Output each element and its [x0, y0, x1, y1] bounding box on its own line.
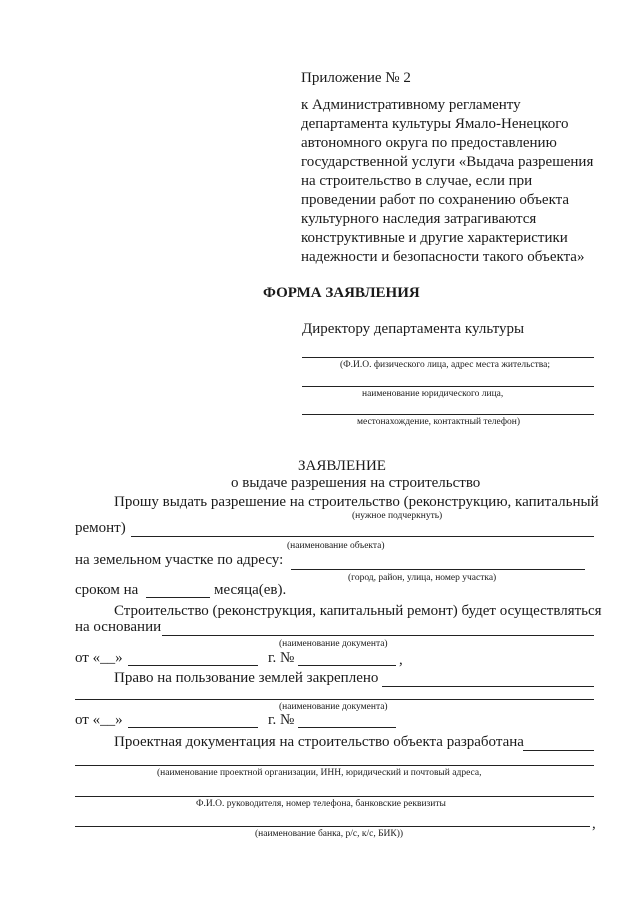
- number-line-1: [298, 665, 396, 666]
- land-right-label: Право на пользование землей закреплено: [114, 670, 379, 686]
- form-title: ФОРМА ЗАЯВЛЕНИЯ: [263, 285, 420, 301]
- project-doc-line: [523, 750, 594, 751]
- doc-hint-1: (наименование документа): [279, 639, 388, 649]
- appendix-line: проведении работ по сохранению объекта: [301, 192, 570, 208]
- number-label-2: г. №: [268, 712, 295, 728]
- basis-label: на основании: [75, 619, 162, 635]
- addressee-hint-1: (Ф.И.О. физического лица, адрес места жительства;: [340, 360, 551, 370]
- appendix-line: государственной услуги «Выдача разрешения: [301, 154, 594, 170]
- land-label: на земельном участке по адресу:: [75, 552, 284, 568]
- appendix-line: конструктивные и другие характеристики: [301, 230, 568, 246]
- appendix-line: на строительство в случае, если при: [301, 173, 533, 189]
- bank-hint: (наименование банка, р/с, к/с, БИК)): [255, 829, 404, 839]
- number-line-2: [298, 727, 396, 728]
- object-line: [131, 536, 594, 537]
- object-hint: (наименование объекта): [287, 541, 385, 551]
- addressee-line-1: [302, 357, 594, 358]
- addressee-hint-3: местонахождение, контактный телефон): [357, 417, 521, 427]
- org-hint: (наименование проектной организации, ИНН, юридический и почтовый адреса,: [157, 768, 482, 778]
- repair-label: ремонт): [75, 520, 126, 536]
- statement-subtitle: о выдаче разрешения на строительство: [231, 475, 481, 491]
- head-hint: Ф.И.О. руководителя, номер телефона, банковские реквизиты: [196, 799, 446, 809]
- doc-hint-2: (наименование документа): [279, 702, 388, 712]
- request-line: Прошу выдать разрешение на строительство (реконструкцию, капитальный: [114, 494, 599, 510]
- address-line: [291, 569, 585, 570]
- appendix-line: департамента культуры Ямало-Ненецкого: [301, 116, 569, 132]
- underline-hint: (нужное подчеркнуть): [352, 511, 443, 521]
- term-line: [146, 597, 210, 598]
- appendix-title: Приложение № 2: [301, 70, 411, 86]
- appendix-line: культурного наследия затрагиваются: [301, 211, 537, 227]
- bank-line: [75, 826, 590, 827]
- head-line: [75, 796, 594, 797]
- statement-title: ЗАЯВЛЕНИЕ: [298, 458, 386, 474]
- addressee-to: Директору департамента культуры: [302, 321, 525, 337]
- from-label-2: от «__»: [75, 712, 123, 728]
- addressee-hint-2: наименование юридического лица,: [362, 389, 504, 399]
- appendix-line: к Административному регламенту: [301, 97, 521, 113]
- address-hint: (город, район, улица, номер участка): [348, 573, 497, 583]
- basis-line: [162, 635, 594, 636]
- project-doc-label: Проектная документация на строительство объекта разработана: [114, 734, 524, 750]
- land-right-line-2: [75, 699, 594, 700]
- date-line-2: [128, 727, 258, 728]
- term-label: сроком на: [75, 582, 139, 598]
- appendix-line: автономного округа по предоставлению: [301, 135, 557, 151]
- appendix-line: надежности и безопасности такого объекта»: [301, 249, 585, 265]
- number-label-1: г. №: [268, 650, 295, 666]
- addressee-line-3: [302, 414, 594, 415]
- date-line-1: [128, 665, 258, 666]
- comma-1: ,: [399, 652, 403, 668]
- construction-line: Строительство (реконструкция, капитальный ремонт) будет осуществляться: [114, 603, 602, 619]
- land-right-line: [382, 686, 594, 687]
- addressee-line-2: [302, 386, 594, 387]
- org-line: [75, 765, 594, 766]
- from-label-1: от «__»: [75, 650, 123, 666]
- comma-2: ,: [592, 816, 596, 832]
- term-suffix: месяца(ев).: [214, 582, 287, 598]
